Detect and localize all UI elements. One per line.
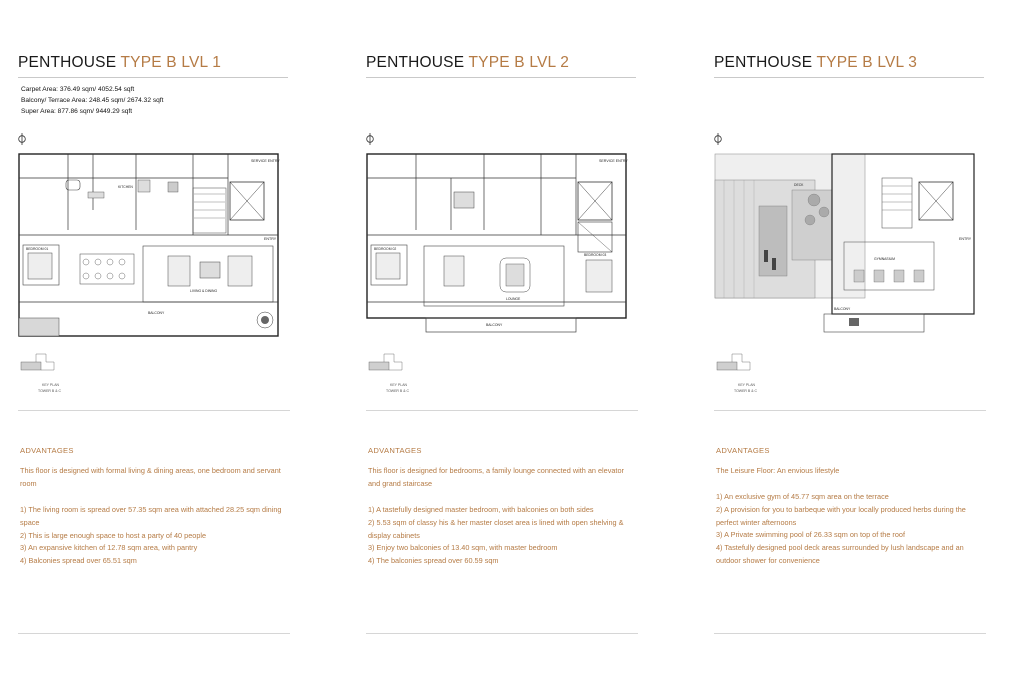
plan-label: BALCONY: [486, 323, 503, 327]
divider: [714, 633, 986, 634]
advantages-heading: ADVANTAGES: [20, 446, 74, 455]
advantage-item: 2) 5.53 sqm of classy his & her master closet area is lined with open shelving & display cabinets: [368, 517, 624, 540]
title-accent: TYPE B LVL 1: [120, 54, 222, 71]
key-plan-icon: [20, 352, 56, 374]
key-plan-label: KEY PLAN: [390, 383, 408, 387]
key-plan-tower: TOWER B & C: [734, 389, 758, 393]
advantage-item: 4) Balconies spread over 65.51 sqm: [20, 556, 137, 566]
advantage-item: 1) The living room is spread over 57.35 sqm area with attached 28.25 sqm dining space: [20, 505, 282, 527]
page-title-lvl2: [366, 54, 569, 72]
advantage-item: 1) An exclusive gym of 45.77 sqm area on the terrace: [716, 492, 889, 501]
title-main: PENTHOUSE: [366, 54, 465, 71]
advantages-intro: [368, 465, 638, 491]
floor-plan-lvl2: [366, 150, 628, 340]
advantage-item: 4) The balconies spread over 60.59 sqm: [368, 556, 499, 566]
plan-label: ENTRY: [264, 237, 277, 241]
plan-label: SERVICE ENTRY: [599, 159, 628, 163]
title-rule: [366, 77, 636, 78]
column-level-3: [714, 0, 1004, 686]
key-plan-icon: [368, 352, 404, 374]
intro-text: This floor is designed with formal living & dining areas, one bedroom and servant room: [20, 466, 281, 488]
divider: [714, 410, 986, 411]
title-rule: [714, 77, 984, 78]
divider: [18, 633, 290, 634]
advantages-intro: [20, 465, 290, 491]
plan-label: LOUNGE: [506, 297, 521, 301]
page-title-lvl1: [18, 54, 221, 72]
divider: [366, 633, 638, 634]
advantage-item: 4) Tastefully designed pool deck areas surrounded by lush landscape and an outdoor shower for convenience: [716, 543, 964, 565]
advantage-item: 3) An expansive kitchen of 12.78 sqm area, with pantry: [20, 543, 198, 553]
plan-label: DECK: [794, 183, 804, 187]
north-arrow-icon: [18, 132, 26, 146]
super-area: Super Area: 877.86 sqm/ 9449.29 sqft: [21, 108, 133, 115]
north-arrow-icon: [714, 132, 722, 146]
key-plan-label: KEY PLAN: [738, 383, 756, 387]
plan-label: SERVICE ENTRY: [251, 159, 280, 163]
advantages-list: [716, 491, 986, 568]
advantages-list: [368, 504, 638, 568]
plan-label: BEDROOM 02: [374, 247, 397, 251]
key-plan-icon: [716, 352, 752, 374]
advantage-item: 3) A Private swimming pool of 26.33 sqm on top of the roof: [716, 530, 906, 540]
advantage-item: 1) A tastefully designed master bedroom, with balconies on both sides: [368, 505, 594, 514]
key-plan-tower: TOWER B & C: [386, 389, 410, 393]
intro-text: The Leisure Floor: An envious lifestyle: [716, 466, 840, 475]
page-title-lvl3: [714, 54, 917, 72]
advantages-intro: [716, 465, 986, 478]
floor-plan-lvl1: [18, 150, 280, 340]
plan-label: LIVING & DINING: [190, 289, 218, 293]
north-arrow-icon: [366, 132, 374, 146]
advantage-item: 2) This is large enough space to host a party of 40 people: [20, 530, 207, 540]
column-level-1: [18, 0, 308, 686]
floor-plan-lvl3: [714, 150, 976, 340]
title-rule: [18, 77, 288, 78]
divider: [18, 410, 290, 411]
advantages-heading: ADVANTAGES: [716, 446, 770, 455]
title-main: PENTHOUSE: [714, 54, 813, 71]
advantages-list: [20, 504, 290, 568]
plan-label: BEDROOM 01: [26, 247, 49, 251]
plan-label: GYMNASIUM: [874, 257, 895, 261]
intro-text: This floor is designed for bedrooms, a family lounge connected with an elevator and grand staircase: [368, 466, 624, 488]
carpet-area: Carpet Area: 376.49 sqm/ 4052.54 sqft: [21, 86, 135, 93]
plan-label: KITCHEN: [118, 185, 133, 189]
balcony-area: Balcony/ Terrace Area: 248.45 sqm/ 2674.32 sqft: [21, 97, 164, 104]
advantages-heading: ADVANTAGES: [368, 446, 422, 455]
title-main: PENTHOUSE: [18, 54, 117, 71]
plan-label: BEDROOM 03: [584, 253, 607, 257]
column-level-2: [366, 0, 656, 686]
key-plan-label: KEY PLAN: [42, 383, 60, 387]
plan-label: BALCONY: [834, 307, 851, 311]
plan-label: ENTRY: [959, 237, 972, 241]
plan-label: BALCONY: [148, 311, 165, 315]
advantage-item: 2) A provision for you to barbeque with your locally produced herbs during the perfect winter afternoons: [716, 504, 966, 527]
advantage-item: 3) Enjoy two balconies of 13.40 sqm, with master bedroom: [368, 543, 558, 553]
key-plan-tower: TOWER B & C: [38, 389, 62, 393]
title-accent: TYPE B LVL 3: [816, 54, 918, 71]
divider: [366, 410, 638, 411]
title-accent: TYPE B LVL 2: [468, 54, 570, 71]
